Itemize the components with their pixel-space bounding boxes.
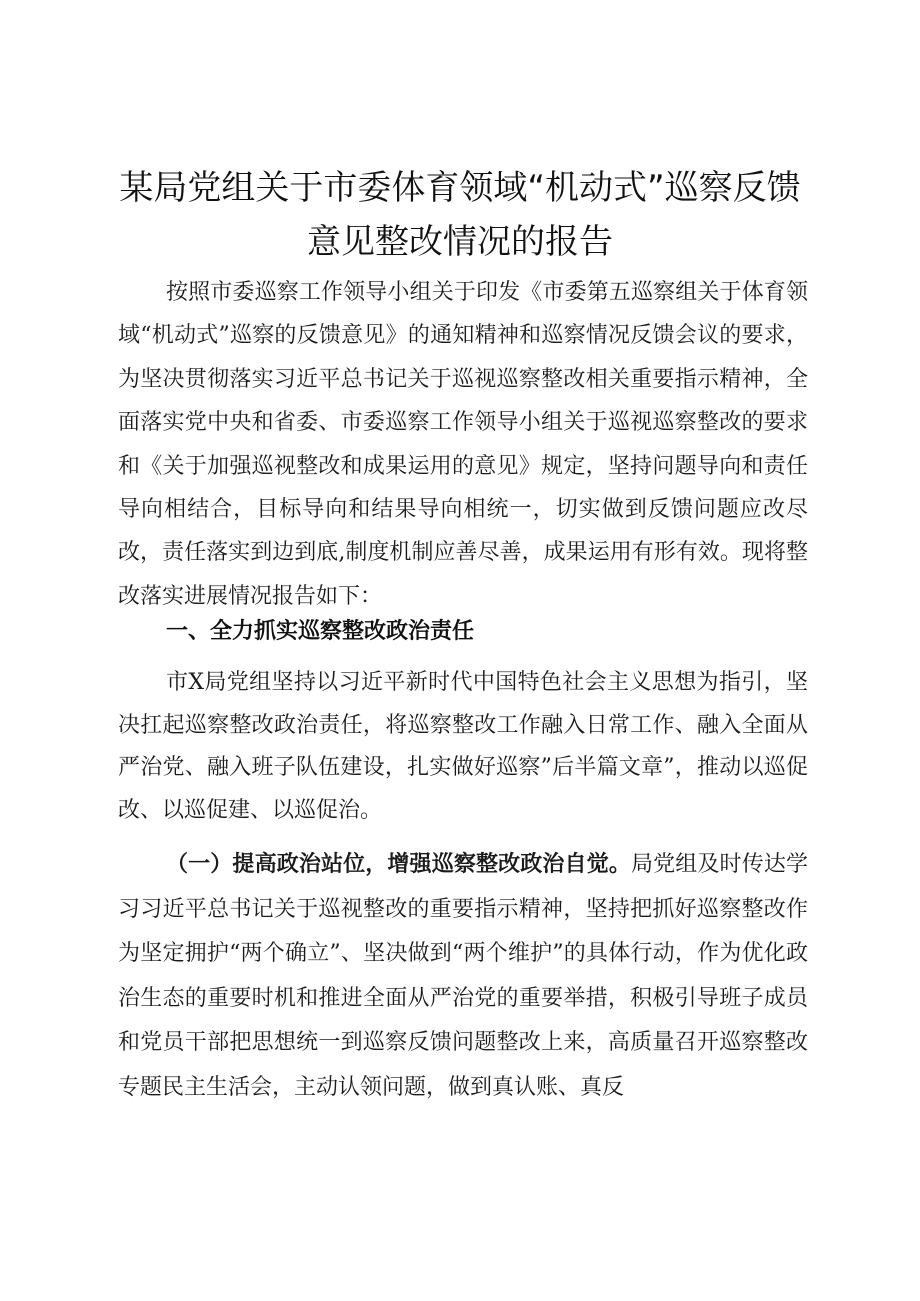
subsection-1-lead: （一）提高政治站位，增强巡察整改政治自觉。: [166, 852, 631, 877]
document-title-line-1: 某局党组关于市委体育领域“机动式”巡察反馈: [119, 168, 801, 208]
section-1-paragraph: 市X局党组坚持以习近平新时代中国特色社会主义思想为指引，坚决扛起巡察整改政治责任，将巡察整改工作融入日常工作、融入全面从严治党、融入班子队伍建设，扎实做好巡察”后半篇文章”，推动以巡促改、以巡促建、以巡促治。: [118, 670, 808, 823]
intro-paragraph: 按照市委巡察工作领导小组关于印发《市委第五巡察组关于体育领域“机动式”巡察的反馈意见》的通知精神和巡察情况反馈会议的要求，为坚决贯彻落实习近平总书记关于巡视巡察整改相关重要指示精神，全面落实党中央和省委、市委巡察工作领导小组关于巡视巡察整改的要求和《关于加强巡视整改和成果运用的意见》规定，坚持问题导向和责任导向相结合，目标导向和结果导向相统一，切实做到反馈问题应改尽改，责任落实到边到底,制度机制应善尽善，成果运用有形有效。现将整改落实进展情况报告如下：: [118, 280, 808, 609]
section-1-heading: 一、全力抓实巡察整改政治责任: [166, 619, 475, 644]
subsection-1-paragraph: [118, 843, 808, 1110]
subsection-1-body: 局党组及时传达学习习近平总书记关于巡视整改的重要指示精神，坚持把抓好巡察整改作为坚定拥护“两个确立”、坚决做到“两个维护”的具体行动，作为优化政治生态的重要时机和推进全面从严治党的重要举措，积极引导班子成员和党员干部把思想统一到巡察反馈问题整改上来，高质量召开巡察整改专题民主生活会，主动认领问题，做到真认账、真反: [118, 852, 808, 1100]
document-title-line-2: 意见整改情况的报告: [307, 222, 613, 262]
